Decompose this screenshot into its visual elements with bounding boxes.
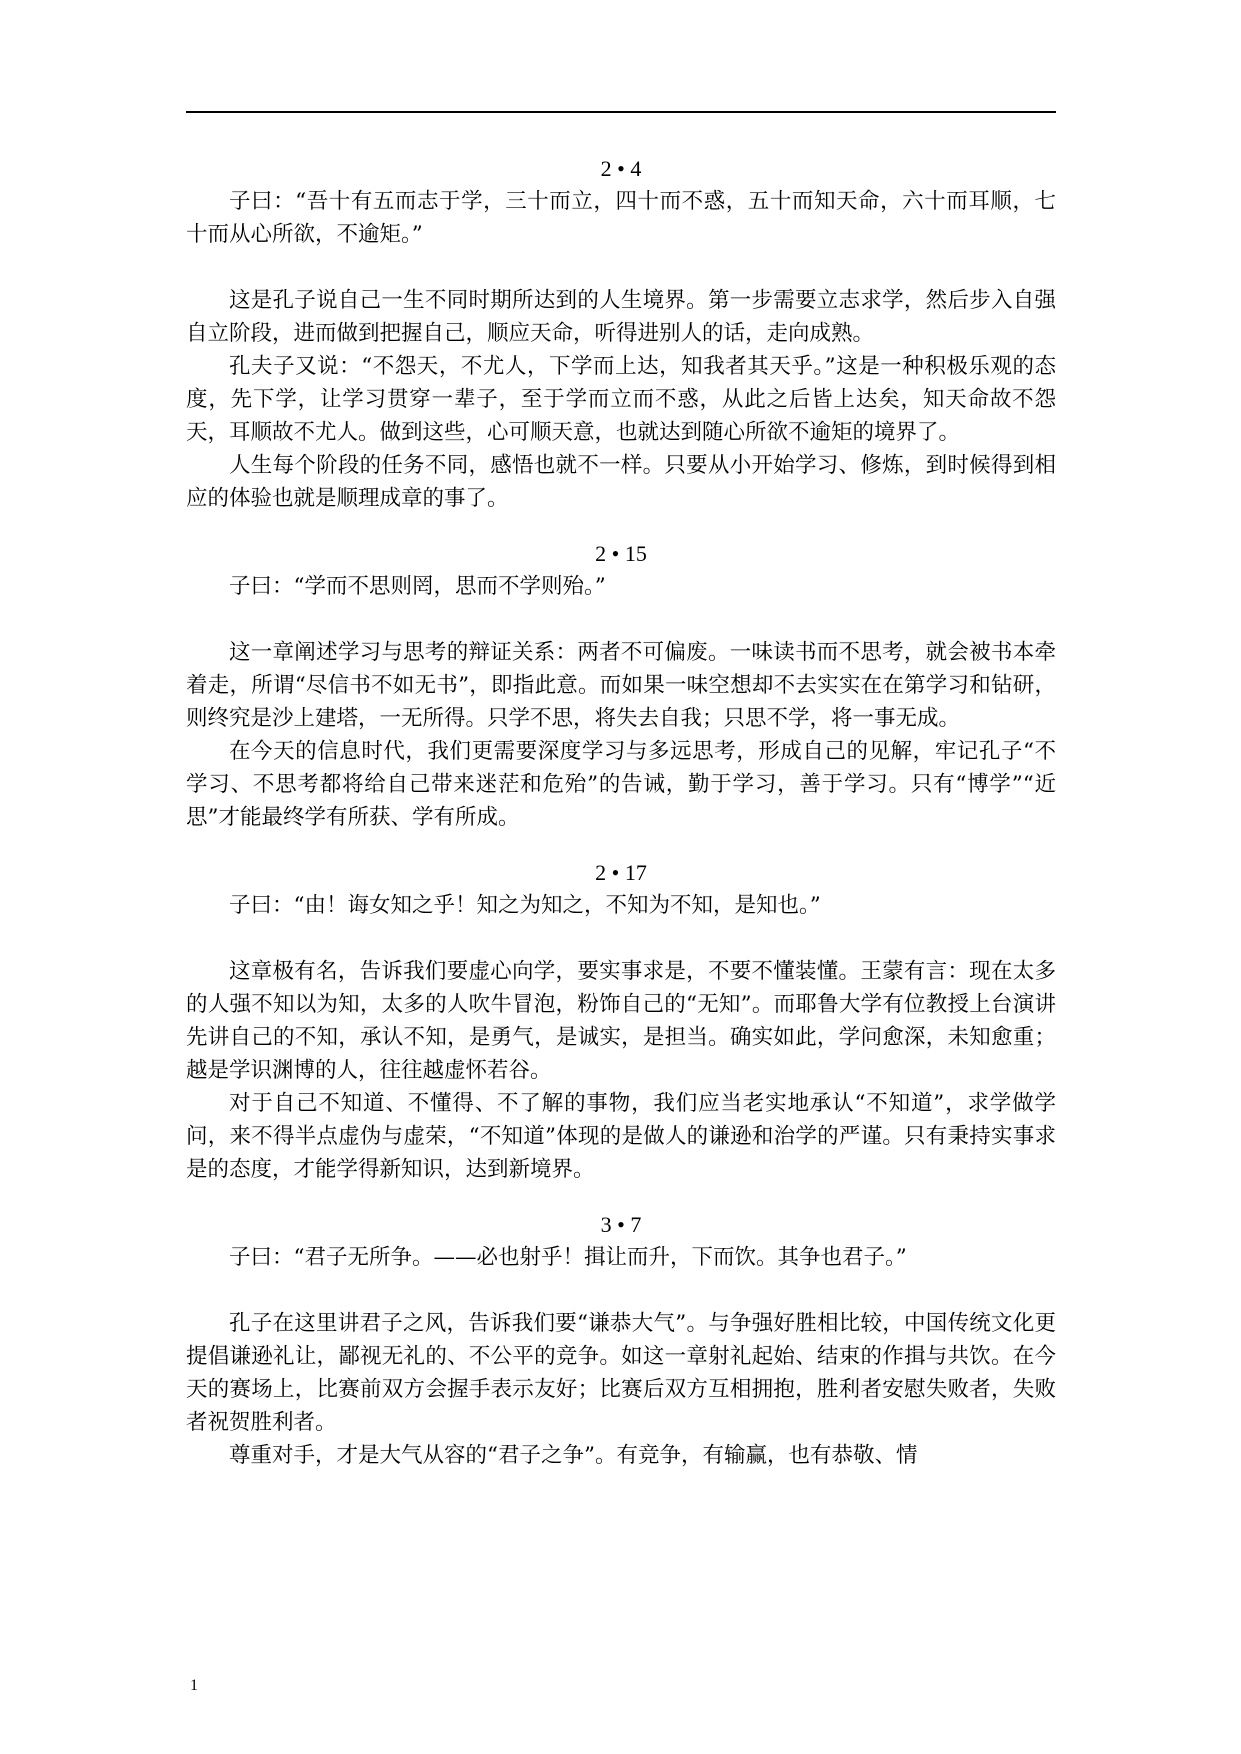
commentary-paragraph: 孔夫子又说：“不怨天，不尤人，下学而上达，知我者其天乎。”这是一种积极乐观的态度，先下学，让学习贯穿一辈子，至于学而立而不惑，从此之后皆上达矣，知天命故不怨天，耳顺故不尤人。做到这些，心可顺天意，也就达到随心所欲不逾矩的境界了。	[186, 354, 1056, 445]
commentary-paragraph: 尊重对手，才是大气从容的“君子之争”。有竞争，有输赢，也有恭敬、情	[229, 1443, 918, 1468]
commentary-paragraph: 对于自己不知道、不懂得、不了解的事物，我们应当老实地承认“不知道”，求学做学问，来不得半点虚伪与虚荣，“不知道”体现的是做人的谦逊和治学的严谨。只有秉持实事求是的态度，才能学得新知识，达到新境界。	[186, 1091, 1056, 1182]
section-heading: 3 • 7	[600, 1212, 642, 1237]
blank-line	[186, 603, 1056, 636]
confucius-quote: 子曰：“吾十有五而志于学，三十而立，四十而不惑，五十而知天命，六十而耳顺，七十而从心所欲，不逾矩。”	[186, 189, 1056, 247]
blank-line	[186, 251, 1056, 284]
section-2-4	[186, 152, 1056, 515]
section-3-7	[186, 1208, 1056, 1472]
document-body	[186, 152, 1056, 1472]
section-2-17	[186, 856, 1056, 1186]
commentary-paragraph: 这是孔子说自己一生不同时期所达到的人生境界。第一步需要立志求学，然后步入自强自立阶段，进而做到把握自己，顺应天命，听得进别人的话，走向成熟。	[186, 288, 1056, 346]
commentary-paragraph: 孔子在这里讲君子之风，告诉我们要“谦恭大气”。与争强好胜相比较，中国传统文化更提倡谦逊礼让，鄙视无礼的、不公平的竞争。如这一章射礼起始、结束的作揖与共饮。在今天的赛场上，比赛前双方会握手表示友好；比赛后双方互相拥抱，胜利者安慰失败者，失败者祝贺胜利者。	[186, 1311, 1056, 1435]
commentary-paragraph: 人生每个阶段的任务不同，感悟也就不一样。只要从小开始学习、修炼，到时候得到相应的体验也就是顺理成章的事了。	[186, 453, 1056, 511]
section-gap	[186, 834, 1056, 856]
commentary-paragraph: 这章极有名，告诉我们要虚心向学，要实事求是，不要不懂装懂。王蒙有言：现在太多的人强不知以为知，太多的人吹牛冒泡，粉饰自己的“无知”。而耶鲁大学有位教授上台演讲先讲自己的不知，承认不知，是勇气，是诚实，是担当。确实如此，学问愈深，未知愈重；越是学识渊博的人，往往越虚怀若谷。	[186, 959, 1056, 1083]
blank-line	[186, 922, 1056, 955]
blank-line	[186, 1274, 1056, 1307]
commentary-paragraph: 这一章阐述学习与思考的辩证关系：两者不可偏废。一味读书而不思考，就会被书本牵着走，所谓“尽信书不如无书”，即指此意。而如果一味空想却不去实实在在第学习和钻研，则终究是沙上建塔，一无所得。只学不思，将失去自我；只思不学，将一事无成。	[186, 640, 1056, 731]
section-2-15	[186, 537, 1056, 834]
section-heading: 2 • 17	[595, 860, 647, 885]
confucius-quote: 子曰：“君子无所争。——必也射乎！揖让而升，下而饮。其争也君子。”	[229, 1245, 907, 1270]
commentary-paragraph: 在今天的信息时代，我们更需要深度学习与多远思考，形成自己的见解，牢记孔子“不学习、不思考都将给自己带来迷茫和危殆”的告诫，勤于学习，善于学习。只有“博学”“近思”才能最终学有所获、学有所成。	[186, 739, 1056, 830]
confucius-quote: 子曰：“学而不思则罔，思而不学则殆。”	[229, 574, 606, 599]
page-number: 1	[190, 1677, 198, 1694]
section-gap	[186, 1186, 1056, 1208]
section-heading: 2 • 15	[595, 541, 647, 566]
confucius-quote: 子曰：“由！诲女知之乎！知之为知之，不知为不知，是知也。”	[229, 893, 821, 918]
section-heading: 2 • 4	[600, 156, 642, 181]
header-rule	[186, 111, 1056, 113]
section-gap	[186, 515, 1056, 537]
